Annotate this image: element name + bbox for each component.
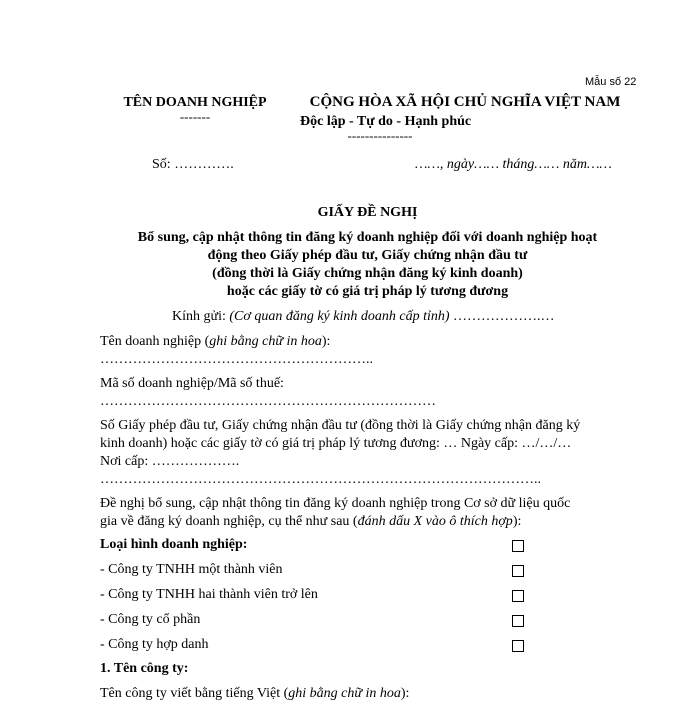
enterprise-type-checkbox-1[interactable] bbox=[512, 565, 524, 577]
addressee-line bbox=[172, 309, 555, 325]
date-prefix: ……, bbox=[415, 157, 444, 172]
request-line-2-close: ): bbox=[512, 514, 522, 529]
vn-company-name-label: Tên công ty viết bằng tiếng Việt ( bbox=[100, 686, 289, 701]
date-year: năm bbox=[562, 157, 587, 172]
license-line-2: kinh doanh) hoặc các giấy tờ có giá trị pháp lý tương đương: … Ngày cấp: …/…/… bbox=[100, 436, 572, 451]
number-label: Số: bbox=[152, 157, 171, 172]
enterprise-type-checkbox-4[interactable] bbox=[512, 640, 524, 652]
date-dots-month: …… bbox=[534, 157, 560, 172]
date-dots-year: …… bbox=[586, 157, 612, 172]
document-title: GIẤY ĐỀ NGHỊ bbox=[317, 205, 418, 220]
long-dots: ………………………………………………………………………………….. bbox=[100, 472, 541, 487]
enterprise-type-option-1: - Công ty TNHH một thành viên bbox=[100, 562, 283, 577]
tax-code-dots: ……………………………………………………………… bbox=[100, 394, 436, 409]
addressee-body: (Cơ quan đăng ký kinh doanh cấp tỉnh) bbox=[229, 309, 450, 324]
company-name-label-line bbox=[100, 334, 330, 350]
enterprise-type-option-4: - Công ty hợp danh bbox=[100, 637, 209, 652]
enterprise-type-option-3: - Công ty cổ phần bbox=[100, 612, 201, 627]
tax-code-label: Mã số doanh nghiệp/Mã số thuế: bbox=[100, 376, 284, 391]
country-name: CỘNG HÒA XÃ HỘI CHỦ NGHĨA VIỆT NAM bbox=[309, 94, 621, 110]
date-dots-day: …… bbox=[474, 157, 500, 172]
license-line-1: Số Giấy phép đầu tư, Giấy chứng nhận đầu tư (đồng thời là Giấy chứng nhận đăng ký bbox=[100, 418, 581, 433]
subtitle-line-2: động theo Giấy phép đầu tư, Giấy chứng nhận đầu tư bbox=[207, 248, 528, 263]
enterprise-type-checkbox-3[interactable] bbox=[512, 615, 524, 627]
request-line-2-text: gia về đăng ký doanh nghiệp, cụ thể như sau ( bbox=[100, 514, 358, 529]
subtitle-line-4: hoặc các giấy tờ có giá trị pháp lý tương đương bbox=[226, 284, 509, 299]
enterprise-type-checkbox-2[interactable] bbox=[512, 590, 524, 602]
company-name-close: ): bbox=[321, 334, 331, 349]
enterprise-rule: ------- bbox=[179, 109, 211, 124]
enterprise-type-option-2: - Công ty TNHH hai thành viên trở lên bbox=[100, 587, 318, 602]
section-1-heading: 1. Tên công ty: bbox=[100, 661, 189, 676]
number-dots: …………. bbox=[174, 157, 234, 172]
vn-company-name-hint: ghi bằng chữ in hoa bbox=[288, 686, 401, 701]
date-month: tháng bbox=[502, 157, 535, 172]
date-line bbox=[415, 157, 612, 173]
addressee-label: Kính gửi: bbox=[172, 309, 226, 324]
enterprise-type-heading-checkbox[interactable] bbox=[512, 540, 524, 552]
vn-company-name-close: ): bbox=[400, 686, 410, 701]
request-line-1: Đề nghị bổ sung, cập nhật thông tin đăng ký doanh nghiệp trong Cơ sở dữ liệu quốc bbox=[100, 496, 571, 511]
company-name-label: Tên doanh nghiệp ( bbox=[100, 334, 210, 349]
number-line bbox=[152, 157, 234, 173]
date-day: ngày bbox=[446, 157, 475, 172]
motto-rule: --------------- bbox=[347, 128, 413, 143]
enterprise-type-heading: Loại hình doanh nghiệp: bbox=[100, 537, 248, 552]
enterprise-name: TÊN DOANH NGHIỆP bbox=[123, 95, 267, 110]
motto: Độc lập - Tự do - Hạnh phúc bbox=[300, 114, 472, 129]
company-name-hint: ghi bằng chữ in hoa bbox=[209, 334, 322, 349]
addressee-dots: ……………….… bbox=[453, 309, 555, 324]
subtitle-line-3: (đồng thời là Giấy chứng nhận đăng ký kinh doanh) bbox=[212, 266, 523, 281]
company-name-dots: ………………………………………………….. bbox=[100, 352, 373, 367]
request-line-2 bbox=[100, 514, 521, 530]
request-line-2-hint: đánh dấu X vào ô thích hợp bbox=[357, 514, 513, 529]
subtitle-line-1: Bổ sung, cập nhật thông tin đăng ký doanh nghiệp đối với doanh nghiệp hoạt bbox=[137, 230, 598, 245]
form-code: Mẫu số 22 bbox=[585, 76, 637, 88]
issued-place: Nơi cấp: ………………. bbox=[100, 454, 240, 469]
